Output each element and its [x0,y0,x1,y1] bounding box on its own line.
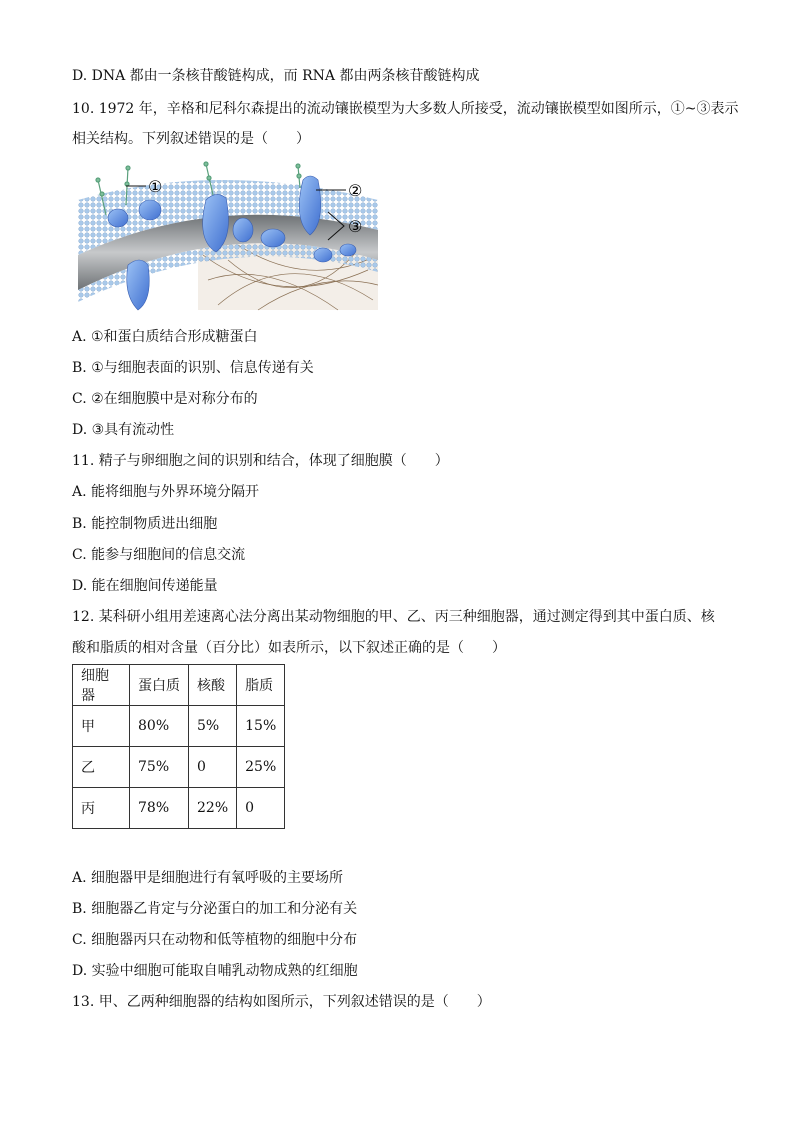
table-cell: 5% [189,706,237,747]
table-row [73,706,285,747]
q10-option-d: D. ③具有流动性 [72,422,175,438]
q10-option-b: B. ①与细胞表面的识别、信息传递有关 [72,360,314,376]
table-cell: 0 [189,747,237,788]
table-cell: 80% [130,706,189,747]
membrane-illustration [78,160,378,320]
table-cell: 25% [237,747,285,788]
organelle-composition-table [72,664,285,829]
q11-option-d: D. 能在细胞间传递能量 [72,578,218,594]
q11-option-a: A. 能将细胞与外界环境分隔开 [72,484,260,500]
q12-stem-line1: 12. 某科研小组用差速离心法分离出某动物细胞的甲、乙、丙三种细胞器，通过测定得到其中蛋白质、核 [72,609,715,625]
label-1: ① [148,177,163,196]
table-cell: 乙 [73,747,130,788]
q11-option-c: C. 能参与细胞间的信息交流 [72,547,246,563]
table-row [73,788,285,829]
q9-option-d: D. DNA 都由一条核苷酸链构成，而 RNA 都由两条核苷酸链构成 [72,68,480,84]
q13-stem: 13. 甲、乙两种细胞器的结构如图所示，下列叙述错误的是（ ） [72,994,491,1010]
table-cell: 甲 [73,706,130,747]
q10-option-c: C. ②在细胞膜中是对称分布的 [72,391,258,407]
q12-option-a: A. 细胞器甲是细胞进行有氧呼吸的主要场所 [72,870,344,886]
q10-stem-line2: 相关结构。下列叙述错误的是（ ） [72,131,310,147]
q10-stem-line1: 10. 1972 年，辛格和尼科尔森提出的流动镶嵌模型为大多数人所接受，流动镶嵌模型如图所示，①~③表示 [72,101,739,117]
table-cell: 75% [130,747,189,788]
table-header-cell: 脂质 [237,665,285,706]
fluid-mosaic-model-figure [78,160,378,320]
q11-stem: 11. 精子与卵细胞之间的识别和结合，体现了细胞膜（ ） [72,453,449,469]
q12-option-b: B. 细胞器乙肯定与分泌蛋白的加工和分泌有关 [72,901,358,917]
table-row [73,747,285,788]
table-cell: 0 [237,788,285,829]
table-header-cell: 蛋白质 [130,665,189,706]
table-cell: 15% [237,706,285,747]
q12-option-c: C. 细胞器丙只在动物和低等植物的细胞中分布 [72,932,358,948]
table-cell: 丙 [73,788,130,829]
q11-option-b: B. 能控制物质进出细胞 [72,516,218,532]
q12-option-d: D. 实验中细胞可能取自哺乳动物成熟的红细胞 [72,963,358,979]
q10-option-a: A. ①和蛋白质结合形成糖蛋白 [72,329,258,345]
label-3: ③ [348,217,363,236]
table-cell: 22% [189,788,237,829]
table-header-cell: 细胞器 [73,665,130,706]
q12-stem-line2: 酸和脂质的相对含量（百分比）如表所示，以下叙述正确的是（ ） [72,640,506,656]
label-2: ② [348,181,363,200]
table-header-cell: 核酸 [189,665,237,706]
table-cell: 78% [130,788,189,829]
table-header-row [73,665,285,706]
